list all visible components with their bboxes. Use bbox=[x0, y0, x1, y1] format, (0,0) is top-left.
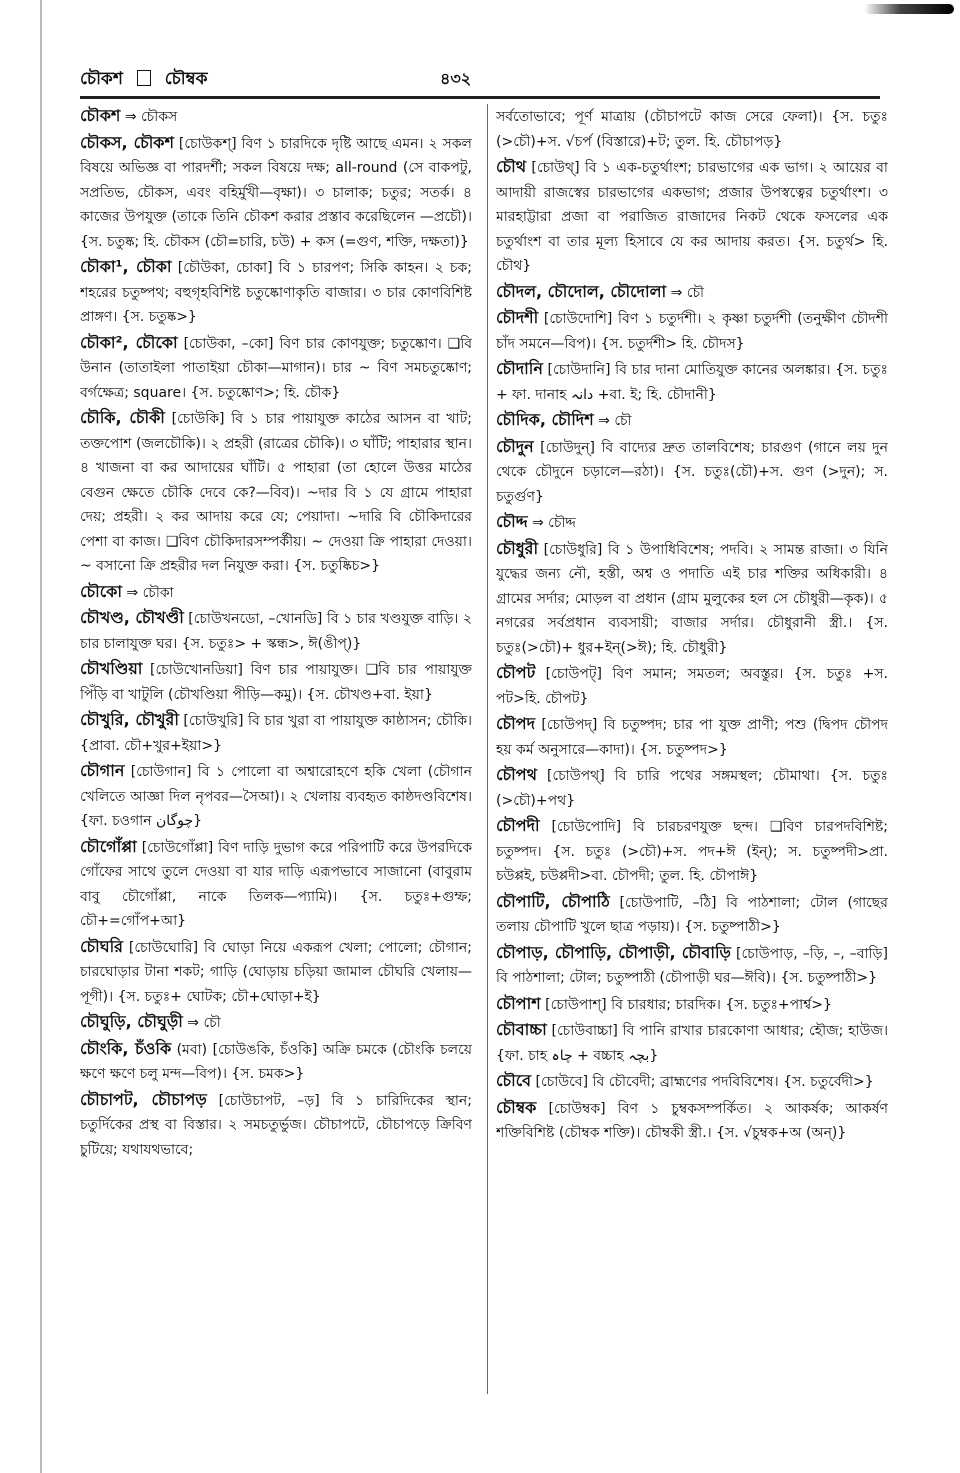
dictionary-entry bbox=[80, 606, 472, 656]
entry-headword: চৌপাশ bbox=[496, 993, 541, 1013]
dictionary-entry bbox=[80, 131, 472, 255]
entry-definition: [চোউপাটি, –ঠি] বি পাঠশালা; টোল (গাছের তলায় চৌপাটি খুলে ছাত্র পড়ায়)। {স. চতুষ্পাঠী>} bbox=[496, 894, 888, 935]
entry-headword: চৌপাড়, চৌপাড়ি, চৌপাড়ী, চৌবাড়ি bbox=[496, 942, 731, 962]
column-divider bbox=[487, 104, 488, 1394]
dictionary-entry bbox=[496, 280, 888, 306]
entry-headword: চৌদানি bbox=[496, 359, 543, 378]
entry-headword: চৌপথ bbox=[496, 765, 537, 784]
dictionary-entry bbox=[80, 580, 472, 606]
dictionary-entry bbox=[496, 1018, 888, 1068]
entry-definition: [চোউপাশ্] বি চারধার; চারদিক। {স. চতুঃ+পার্শ্ব>} bbox=[540, 996, 832, 1013]
entry-definition: [চোউবে] বি চৌবেদী; ব্রাহ্মণের পদবিবিশেষ। {স. চতুর্বেদী>} bbox=[531, 1074, 874, 1090]
left-column bbox=[80, 104, 472, 1404]
dictionary-entry bbox=[80, 255, 472, 330]
dictionary-entry bbox=[80, 835, 472, 934]
entry-definition: [চোউগোঁপ্পা] বিণ দাড়ি দুভাগ করে পরিপাটি করে উপরদিকে গোঁফের সাথে তুলে দেওয়া বা যার দাড়ি এরূপভাবে সাজানো (বাবুরাম বাবু চৌগোঁপ্পা, নাকে তিলক—প্যামি)। {স. চতুঃ+গুম্ফ; চৌ+=গোঁপ+আ} bbox=[80, 839, 472, 929]
entry-headword: চৌকো bbox=[80, 581, 122, 601]
dictionary-entry bbox=[496, 763, 888, 813]
entry-definition: [চোউপথ্] বি চারি পথের সঙ্গমস্থল; চৌমাথা। {স. চতুঃ (>চৌ)+পথ} bbox=[496, 768, 888, 809]
dictionary-entry bbox=[80, 657, 472, 707]
dictionary-entry bbox=[80, 759, 472, 834]
entry-headword: চৌঘরি bbox=[80, 936, 123, 956]
entry-definition: [চোউদুন্] বি বাদ্যের দ্রুত তালবিশেষ; চারগুণ (গানে লয় দুন থেকে চৌদুনে চড়ালে—রঠা)। {স. চতুঃ(চৌ)+স. গুণ (>দুন); স. চতুর্গুণ} bbox=[496, 439, 888, 505]
entry-definition: [চোউখনডো, –খোনডি] বি ১ চার খণ্ডযুক্ত বাড়ি। ২ চার চালাযুক্ত ঘর। {স. চতুঃ> + স্কন্ধ>, ঈ(ঙীপ্)} bbox=[80, 611, 472, 652]
entry-definition: [চোউগান] বি ১ পোলো বা অশ্বারোহণে হকি খেলা (চৌগান খেলিতে আজ্ঞা দিল নৃপবর—সৈআ)। ২ খেলায় ব্যবহৃত কাষ্ঠদণ্ডবিশেষ। {ফা. চওগান چوگان} bbox=[80, 764, 472, 829]
entry-definition: ⇒ চৌ bbox=[666, 284, 705, 301]
dictionary-entry bbox=[496, 306, 888, 356]
entry-headword: চৌপট bbox=[496, 663, 536, 682]
entry-headword: চৌধুরী bbox=[496, 538, 539, 558]
entry-definition: ⇒ চৌকা bbox=[121, 584, 174, 601]
dictionary-entry bbox=[80, 104, 472, 130]
entry-definition: সর্বতোভাবে; পূর্ণ মাত্রায় (চৌচাপটে কাজ সেরে ফেলা)। {স. চতুঃ (>চৌ)+স. √চর্প (বিস্তারে)+ট; তুল. হি. চৌচাপড়} bbox=[496, 109, 888, 150]
dictionary-entry bbox=[80, 406, 472, 579]
entry-headword: চৌপাটি, চৌপাঠি bbox=[496, 891, 610, 911]
page-header bbox=[80, 66, 880, 92]
dictionary-entry bbox=[496, 435, 888, 510]
dictionary-entry bbox=[80, 708, 472, 758]
entry-definition: [চোউপোদি] বি চারচরণযুক্ত ছন্দ। ❑বিণ চারপদবিশিষ্ট; চতুষ্পদ। {স. চতুঃ (>চৌ)+স. পদ+ঈ (ইন্); স. চতুষ্পদী>প্রা. চউপ্পই, চউপ্পদী>বা. চৌপদী; তুল. হি. চৌপাঈ} bbox=[496, 819, 888, 884]
entry-headword: চৌখণ্ডিয়া bbox=[80, 659, 143, 678]
entry-headword: চৌখণ্ড, চৌখণ্ডী bbox=[80, 608, 184, 627]
entry-definition: ⇒ চৌ bbox=[182, 1015, 221, 1031]
guide-word-start: চৌকশ bbox=[80, 69, 123, 89]
entry-headword: চৌদুন bbox=[496, 436, 534, 456]
entry-definition: [চোউখোনডিয়া] বিণ চার পায়াযুক্ত। ❑বি চার পায়াযুক্ত পিঁড়ি বা খাটুলি (চৌখণ্ডিয়া পীড়ি—কমু)। {স. চৌখণ্ড+বা. ইয়া} bbox=[80, 662, 472, 703]
entry-headword: চৌঘুড়ি, চৌঘুড়ী bbox=[80, 1012, 183, 1031]
dictionary-entry bbox=[496, 941, 888, 991]
entry-headword: চৌগোঁপ্পা bbox=[80, 836, 137, 856]
entry-definition: [চোউঘোরি] বি ঘোড়া নিয়ে একরূপ খেলা; পোলো; চৌগান; চারঘোড়ার টানা শকট; গাড়ি (ঘোড়ায় চড়িয়া জামাল চৌঘরি খেলায়—পূগী)। {স. চতুঃ+ ঘোটক; চৌ+ঘোড়া+ই} bbox=[80, 939, 472, 1005]
dictionary-entry bbox=[80, 1010, 472, 1036]
entry-headword: চৌকশ bbox=[80, 106, 121, 125]
right-column bbox=[496, 104, 888, 1404]
entry-headword: চৌগান bbox=[80, 761, 125, 780]
dictionary-entry bbox=[496, 890, 888, 940]
entry-definition: ⇒ চৌদ্দ bbox=[527, 515, 576, 531]
entry-headword: চৌংকি, চঁওকি bbox=[80, 1038, 172, 1058]
dictionary-entry bbox=[496, 537, 888, 661]
entry-definition: [চোউকশ্] বিণ ১ চারদিকে দৃষ্টি আছে এমন। ২ সকল বিষয়ে অভিজ্ঞ বা পারদর্শী; সকল বিষয়ে দক্ষ; all-round (সে বাকপটু, সপ্রতিভ, চৌকস, এবং বহির্মুখী—বৃক্ষা)। ৩ চালাক; চতুর; সতর্ক। ৪ কাজের উপযুক্ত (তাকে তিনি চৌকশ করার প্রস্তাব করেছিলেন —প্রচৌ)। {স. চতুষ্ক; হি. চৌকস (চৌ=চারি, চউ) + কস (=গুণ, শক্তি, দক্ষতা)} bbox=[80, 135, 472, 250]
entry-definition: [চোউবাচ্চা] বি পানি রাখার চারকোণা আধার; হৌজ; হাউজ। {ফা. চাহ چاہ + বচ্চাহ بچہ} bbox=[496, 1023, 888, 1064]
entry-headword: চৌবাচ্চা bbox=[496, 1020, 547, 1039]
dictionary-entry bbox=[496, 408, 888, 434]
entry-headword: চৌকা¹, চৌকা bbox=[80, 257, 172, 276]
dictionary-entry bbox=[496, 510, 888, 536]
entry-definition: [চোউচাপট, –ড়] বি ১ চারিদিকের স্থান; চতুর্দিকের প্রস্থ বা বিস্তার। ২ সমচতুর্ভুজ। চৌচাপটে, চৌচাপড়ে ক্রিবিণ চুটিয়ে; যথাযথভাবে; bbox=[80, 1092, 472, 1158]
dictionary-entry bbox=[496, 357, 888, 407]
entry-definition: [চোউকি] বি ১ চার পায়াযুক্ত কাঠের আসন বা খাট; তক্তপোশ (জলচৌকি)। ২ প্রহরী (রাত্রের চৌকি)। ৩ ঘাঁটি; পাহারার স্থান। ৪ খাজনা বা কর আদায়ের ঘাঁটি। ৫ পাহারা (তা হোলে উত্তর মাঠের বেগুন ক্ষেতে চৌকি দেবে কে?—বিব)। ~দার বি ১ যে গ্রামে পাহারা দেয়; প্রহরী। ২ কর আদায় করে যে; পেয়াদা। ~দারি বি চৌকিদারের পেশা বা কাজ। ❑বিণ চৌকিদারসম্পর্কীয়। ~ দেওয়া ক্রি পাহারা দেওয়া। ~ বসানো ক্রি প্রহরীর দল নিযুক্ত করা। {স. চতুষ্কিচ>} bbox=[80, 411, 472, 574]
entry-headword: চৌদিক, চৌদিশ bbox=[496, 410, 594, 429]
guide-separator-box bbox=[137, 70, 151, 86]
guide-words bbox=[80, 66, 208, 94]
entry-headword: চৌদ্দ bbox=[496, 512, 528, 531]
entry-definition: [চোউপাড়, –ড়ি, –, –বাড়ি] বি পাঠশালা; টোল; চতুষ্পাঠী (চৌপাড়ী ঘর—ঈবি)। {স. চতুষ্পাঠী>} bbox=[496, 945, 888, 986]
entry-definition: [চোউম্বক] বিণ ১ চুম্বকসম্পর্কিত। ২ আকর্ষক; আকর্ষণ শক্তিবিশিষ্ট (চৌম্বক শক্তি)। চৌম্বকী স্ত্রী.। {স. √চুম্বক+অ (অন্)} bbox=[496, 1100, 888, 1141]
entry-headword: চৌদশী bbox=[496, 308, 539, 327]
entry-definition: [চোউধুরি] বি ১ উপাধিবিশেষ; পদবি। ২ সামন্ত রাজা। ৩ যিনি যুদ্ধের জন্য নৌ, হস্তী, অশ্ব ও পদাতি এই চার শক্তির অধিকারী। ৪ গ্রামের সর্দার; মোড়ল বা প্রধান (গ্রাম মুলুকের হল সে চৌধুরী—কৃক)। ৫ নগরের সর্বপ্রধান ব্যবসায়ী; বাজার সর্দার। চৌধুরানী স্ত্রী.। {স. চতুঃ(>চৌ)+ ধুর+ইন্(>ঈ); হি. চৌধুরী} bbox=[496, 541, 888, 656]
dictionary-entry bbox=[80, 935, 472, 1010]
dictionary-entry bbox=[496, 155, 888, 279]
entry-headword: চৌম্বক bbox=[496, 1097, 537, 1117]
entry-definition: [চোউখুরি] বি চার খুরা বা পায়াযুক্ত কাষ্ঠাসন; চৌকি। {প্রাবা. চৌ+খুর+ইয়া>} bbox=[80, 713, 472, 754]
entry-headword: চৌকস, চৌকশ bbox=[80, 132, 174, 152]
entry-definition: [চোউথ্] বি ১ এক-চতুর্থাংশ; চারভাগের এক ভাগ। ২ আয়ের বা আদায়ী রাজস্বের চারভাগের একভাগ; প্রজার উপস্বত্বের চতুর্থাংশ। ৩ মারহাট্টারা প্রজা বা পরাজিত রাজাদের নিকট থেকে ফসলের এক চতুর্থাংশ বা তার মূল্য হিসাবে যে কর আদায় করত। {স. চতুর্থ> হি. চৌথ} bbox=[496, 160, 888, 274]
entry-headword: চৌচাপট, চৌচাপড় bbox=[80, 1089, 207, 1109]
entry-definition: [চোউপদ্] বি চতুষ্পদ; চার পা যুক্ত প্রাণী; পশু (দ্বিপদ চৌপদ হয় কর্ম অনুসারে—কাদা)। {স. চতুষ্পদ>} bbox=[496, 717, 888, 758]
entry-headword: চৌবে bbox=[496, 1071, 532, 1090]
entry-definition: (মবা) [চোউঙকি, চঁওকি] অক্রি চমকে (চৌংকি চলয়ে ক্ষণে ক্ষণে চলু মন্দ—বিপ)। {স. চমক>} bbox=[80, 1041, 472, 1082]
entry-headword: চৌকি, চৌকী bbox=[80, 408, 165, 427]
dictionary-entry bbox=[80, 1037, 472, 1087]
dictionary-entry bbox=[496, 712, 888, 762]
entry-headword: চৌদল, চৌদোল, চৌদোলা bbox=[496, 281, 667, 301]
scan-mark bbox=[864, 4, 954, 14]
dictionary-entry bbox=[80, 1088, 472, 1163]
entry-headword: চৌপদ bbox=[496, 714, 535, 733]
dictionary-entry bbox=[496, 104, 888, 154]
dictionary-entry bbox=[496, 661, 888, 711]
dictionary-entry bbox=[496, 1096, 888, 1146]
guide-word-end: চৌম্বক bbox=[164, 69, 208, 89]
entry-headword: চৌকা², চৌকো bbox=[80, 332, 178, 352]
entry-headword: চৌখুরি, চৌখুরী bbox=[80, 710, 179, 729]
entry-definition: [চোউকা, –কো] বিণ চার কোণযুক্ত; চতুষ্কোণ। ❑বি উনান (তাতাইলা পাতাইয়া চৌকা—মাগান)। চার ~ বিণ সমচতুষ্কোণ; বর্গক্ষেত্র; square। {স. চতুষ্কোণ>; হি. চৌক} bbox=[80, 335, 472, 401]
entry-definition: ⇒ চৌকস bbox=[120, 109, 178, 125]
entry-definition: [চৌউকা, চোকা] বি ১ চারপণ; সিকি কাহন। ২ চক; শহরের চতুষ্পথ; বহুগৃহবিশিষ্ট চতুষ্কোণাকৃতি বাজার। ৩ চার কোণবিশিষ্ট প্রাঙ্গণ। {স. চতুষ্ক>} bbox=[80, 260, 472, 325]
page-number: ৪৩২ bbox=[440, 69, 472, 88]
entry-definition: [চোউদানি] বি চার দানা মোতিযুক্ত কানের অলঙ্কার। {স. চতুঃ + ফা. দানাহ دانہ +বা. ই; হি. চৌদানী} bbox=[496, 362, 888, 403]
entry-definition: ⇒ চৌ bbox=[593, 413, 632, 429]
entry-definition: [চোউপট্] বিণ সমান; সমতল; অবস্তুর। {স. চতুঃ +স. পট>হি. চৌপট} bbox=[496, 666, 888, 707]
dictionary-entry bbox=[80, 331, 472, 406]
entry-headword: চৌথ bbox=[496, 157, 527, 176]
dictionary-entry bbox=[496, 1069, 888, 1095]
dictionary-entry bbox=[496, 992, 888, 1018]
header-rule bbox=[80, 96, 880, 99]
entry-definition: [চোউদোশি] বিণ ১ চতুর্দশী। ২ কৃষ্ণা চতুর্দশী (তনুক্ষীণ চৌদশী চাঁদ সমনে—বিপ)। {স. চতুর্দশী> হি. চৌদস} bbox=[496, 311, 888, 352]
entry-headword: চৌপদী bbox=[496, 816, 540, 835]
dictionary-entry bbox=[496, 814, 888, 889]
page-edge-line bbox=[40, 0, 42, 1473]
